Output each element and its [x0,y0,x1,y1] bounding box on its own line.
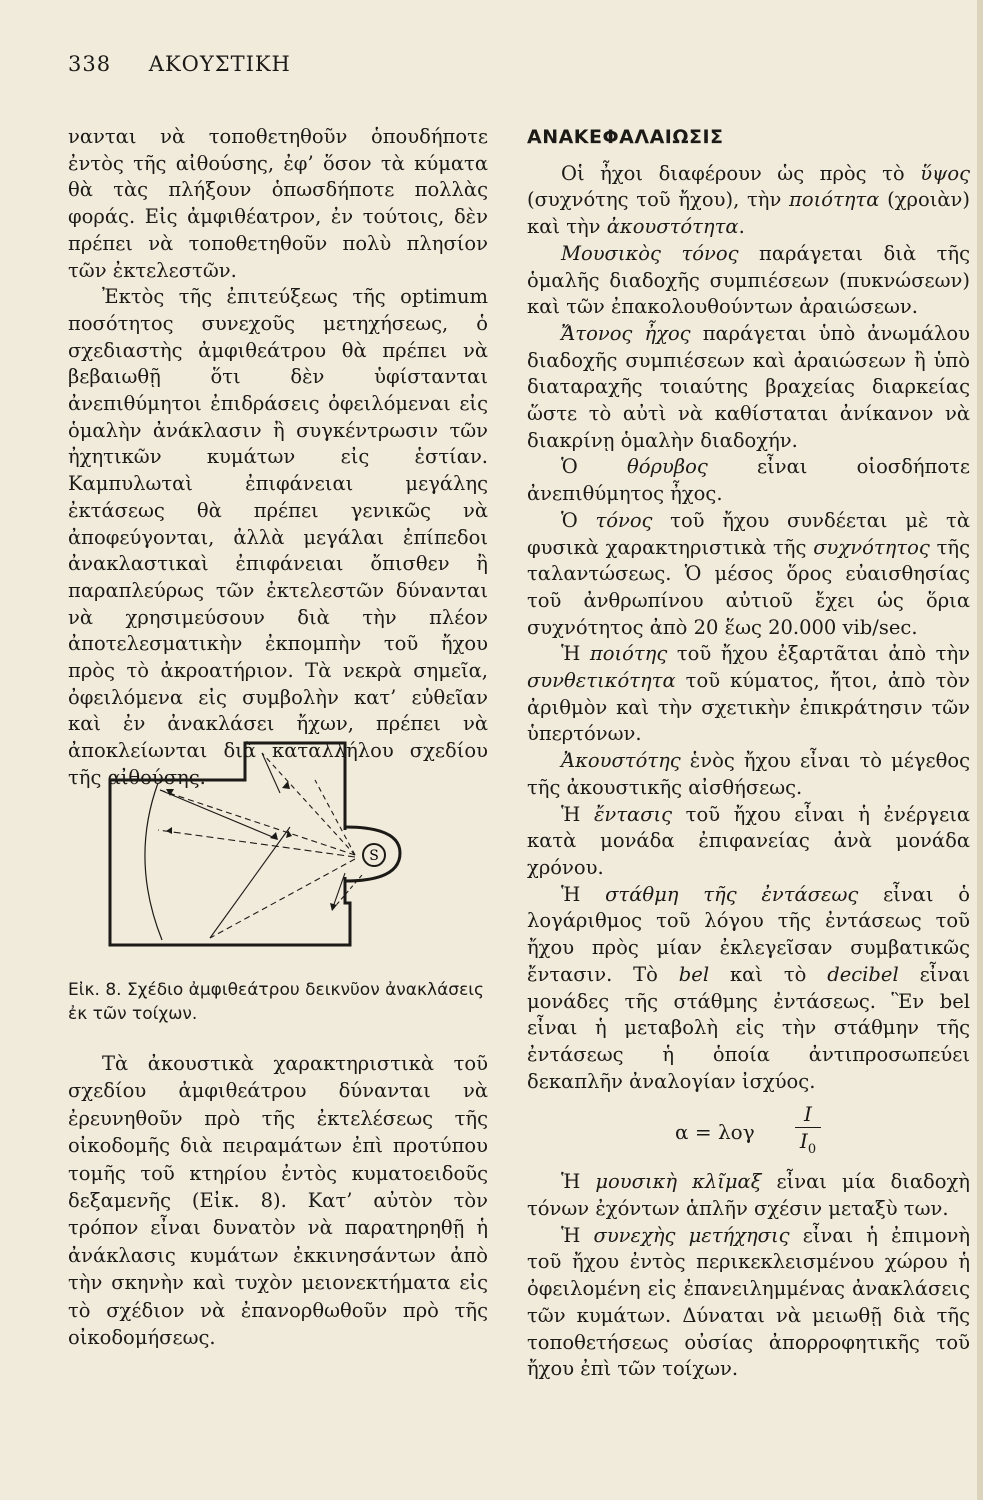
left-lower-text [68,1050,488,1351]
summary-paragraph: Ἡ μουσικὴ κλῖμαξ εἶναι μία διαδοχὴ τόνων ἐχόντων ἁπλῆν σχέσιν μεταξὺ των. [527,1170,970,1221]
summary-paragraph: Ἡ ἔντασις τοῦ ἤχου εἶναι ἡ ἐνέργεια κατὰ μονάδα ἐπιφανείας ἀνὰ μονάδα χρόνου. [527,802,971,879]
summary-paragraph: Οἱ ἦχοι διαφέρουν ὡς πρὸς τὸ ὕψος (συχνότης τοῦ ἤχου), τὴν ποιότητα (χροιὰν) καὶ τὴν ἀκουστότητα. [527,161,970,239]
rear-curved-wall [145,783,162,940]
intensity-level-formula [527,1101,970,1165]
page-edge [977,0,983,1500]
formula-fraction [795,1101,821,1163]
summary-paragraph: Ὁ θόρυβος εἶναι οἱοσδήποτε ἀνεπιθύμητος ἦχος. [527,455,970,506]
summary-paragraph: Ἀκουστότης ἑνὸς ἤχου εἶναι τὸ μέγεθος τῆς ἀκουστικῆς αἰσθήσεως. [527,749,970,799]
formula-denominator: $I_0$ [799,1129,817,1158]
source-label: S [369,848,379,864]
summary-paragraph: Ὁ τόνος τοῦ ἤχου συνδέεται μὲ τὰ φυσικὰ χαρακτηριστικὰ τῆς συχνότητος τῆς ταλαντώσεως. Ὁ μέσος ὅρος εὐαισθησίας τοῦ ἀνθρωπίνου αὐτιοῦ ἔχει ὡς ὅρια συχνότητος ἀπὸ 20 ἕως 20.000 vib/sec. [527,508,970,639]
summary-paragraph: Ἡ στάθμη τῆς ἐντάσεως εἶναι ὁ λογάριθμος τοῦ λόγου τῆς ἐντάσεως τοῦ ἤχου πρὸς μίαν ἐκλεγεῖσαν συμβατικῶς ἔντασιν. Τὸ bel καὶ τὸ decibel εἶναι μονάδες τῆς στάθμης ἐντάσεως. Ἓν bel εἶναι ἡ μεταβολὴ εἰς τὴν στάθμην τῆς ἐντάσεως ἡ ὁποία ἀντιπροσωπεύει δεκαπλῆν ἀναλογίαν ἰσχύος. [527,882,970,1093]
summary-paragraph: Ἄτονος ἦχος παράγεται ὑπὸ ἀνωμάλου διαδοχῆς συμπιέσεων καὶ ἀραιώσεων ἢ ὑπὸ διαταραχῆς τοιαύτης βραχείας διαρκείας ὥστε τὸ αὐτὶ νὰ καθίσταται ἀνίκανον νὰ διακρίνῃ ὁμαλὴν διαδοχήν. [527,321,970,452]
summary-paragraph: Ἡ συνεχὴς μετήχησις εἶναι ἡ ἐπιμονὴ τοῦ ἤχου ἐντὸς περικεκλεισμένου χώρου ἡ ὀφειλομένη εἰς ἐπανειλημμένας ἀνακλάσεις τῶν κυμάτων. Δύναται νὰ μειωθῇ διὰ τῆς τοποθετήσεως οὐσίας ἀπορροφητικῆς τοῦ ἤχου ἐπὶ τῶν τοίχων. [527,1223,971,1381]
paragraph-optimum: Ἐκτὸς τῆς ἐπιτεύξεως τῆς optimum ποσότητος συνεχοῦς μετηχήσεως, ὁ σχεδιαστὴς ἀμφιθεάτρου θὰ πρέπει νὰ βεβαιωθῇ ὅτι δὲν ὑφίστανται ἀνεπιθύμητοι ἐπιδράσεις ὀφειλόμεναι εἰς ὁμαλὴν ἀνάκλασιν ἢ συγκέντρωσιν τῶν ἠχητικῶν κυμάτων εἰς ἑστίαν. Καμπυλωταὶ ἐπιφάνειαι μεγάλης ἐκτάσεως θὰ πρέπει γενικῶς νὰ ἀποφεύγονται, ἀλλὰ μεγάλαι ἐπίπεδοι ἀνακλαστικαὶ ἐπιφάνειαι ὄπισθεν ἢ παραπλεύρως τῶν ἐκτελεστῶν δύνανται νὰ χρησιμεύσουν διὰ τὴν πλέον ἀποτελεσματικὴν ἐκπομπὴν τοῦ ἤχου πρὸς τὸ ἀκροατήριον. Τὰ νεκρὰ σημεῖα, ὀφειλόμενα εἰς συμβολὴν κατ’ εὐθεῖαν καὶ ἐν ἀνακλάσει ἤχων, πρέπει νὰ ἀποκλείωνται διὰ καταλλήλου σχεδίου τῆς αἰθούσης. [68,285,488,789]
summary-paragraph: Μουσικὸς τόνος παράγεται διὰ τῆς ὁμαλῆς διαδοχῆς συμπιέσεων (πυκνώσεων) καὶ τῶν ἐπακολουθούντων ἀραιώσεων. [527,241,970,319]
hall-outline [110,743,350,945]
formula-numerator: I [804,1102,812,1127]
paragraph-continued: νανται νὰ τοποθετηθοῦν ὁπουδήποτε ἐντὸς τῆς αἰθούσης, ἐφ’ ὅσον τὰ κύματα θὰ τὰς πλήξουν ὁπωσδήποτε πολλὰς φοράς. Εἰς ἀμφιθέατρον, ἐν τούτοις, δὲν πρέπει νὰ τοποθετηθοῦν πολὺ πλησίον τῶν ἐκτελεστῶν. [68,125,488,282]
running-header [68,52,291,76]
left-column [68,124,488,792]
running-title: ΑΚΟΥΣΤΙΚΗ [148,52,291,76]
formula-lhs: α = λογ [675,1120,755,1145]
summary-paragraph: Ἡ ποιότης τοῦ ἤχου ἐξαρτᾶται ἀπὸ τὴν συνθετικότητα τοῦ κύματος, ἤτοι, ἀπὸ τὸν ἀριθμὸν καὶ τὴν σχετικὴν ἐπικράτησιν τῶν ὑπερτόνων. [527,642,970,746]
amphitheatre-diagram [100,735,450,960]
paragraph-model-tank: Τὰ ἀκουστικὰ χαρακτηριστικὰ τοῦ σχεδίου ἀμφιθεάτρου δύνανται νὰ ἐρευνηθοῦν πρὸ τῆς ἐκτελέσεως τῆς οἰκοδομῆς διὰ πειραμάτων ἐπὶ προτύπου τομῆς τοῦ κτηρίου ἐντὸς κυματοειδοῦς δεξαμενῆς (Εἰκ. 8). Κατ’ αὐτὸν τὸν τρόπον εἶναι δυνατὸν νὰ παρατηρηθῇ ἡ ἀνάκλασις κυμάτων ἐκκινησάντων ἀπὸ τὴν σκηνὴν καὶ τυχὸν μειονεκτήματα εἰς τὸ σχέδιον νὰ ἐπανορθωθοῦν πρὸ τῆς οἰκοδομήσεως. [68,1052,488,1350]
page-number: 338 [68,52,112,76]
right-column [527,124,970,1383]
figure-caption: Εἰκ. 8. Σχέδιο ἀμφιθεάτρου δεικνῦον ἀνακλάσεις ἐκ τῶν τοίχων. [68,980,484,1024]
summary-heading: ΑΝΑΚΕΦΑΛΑΙΩΣΙΣ [527,126,724,148]
